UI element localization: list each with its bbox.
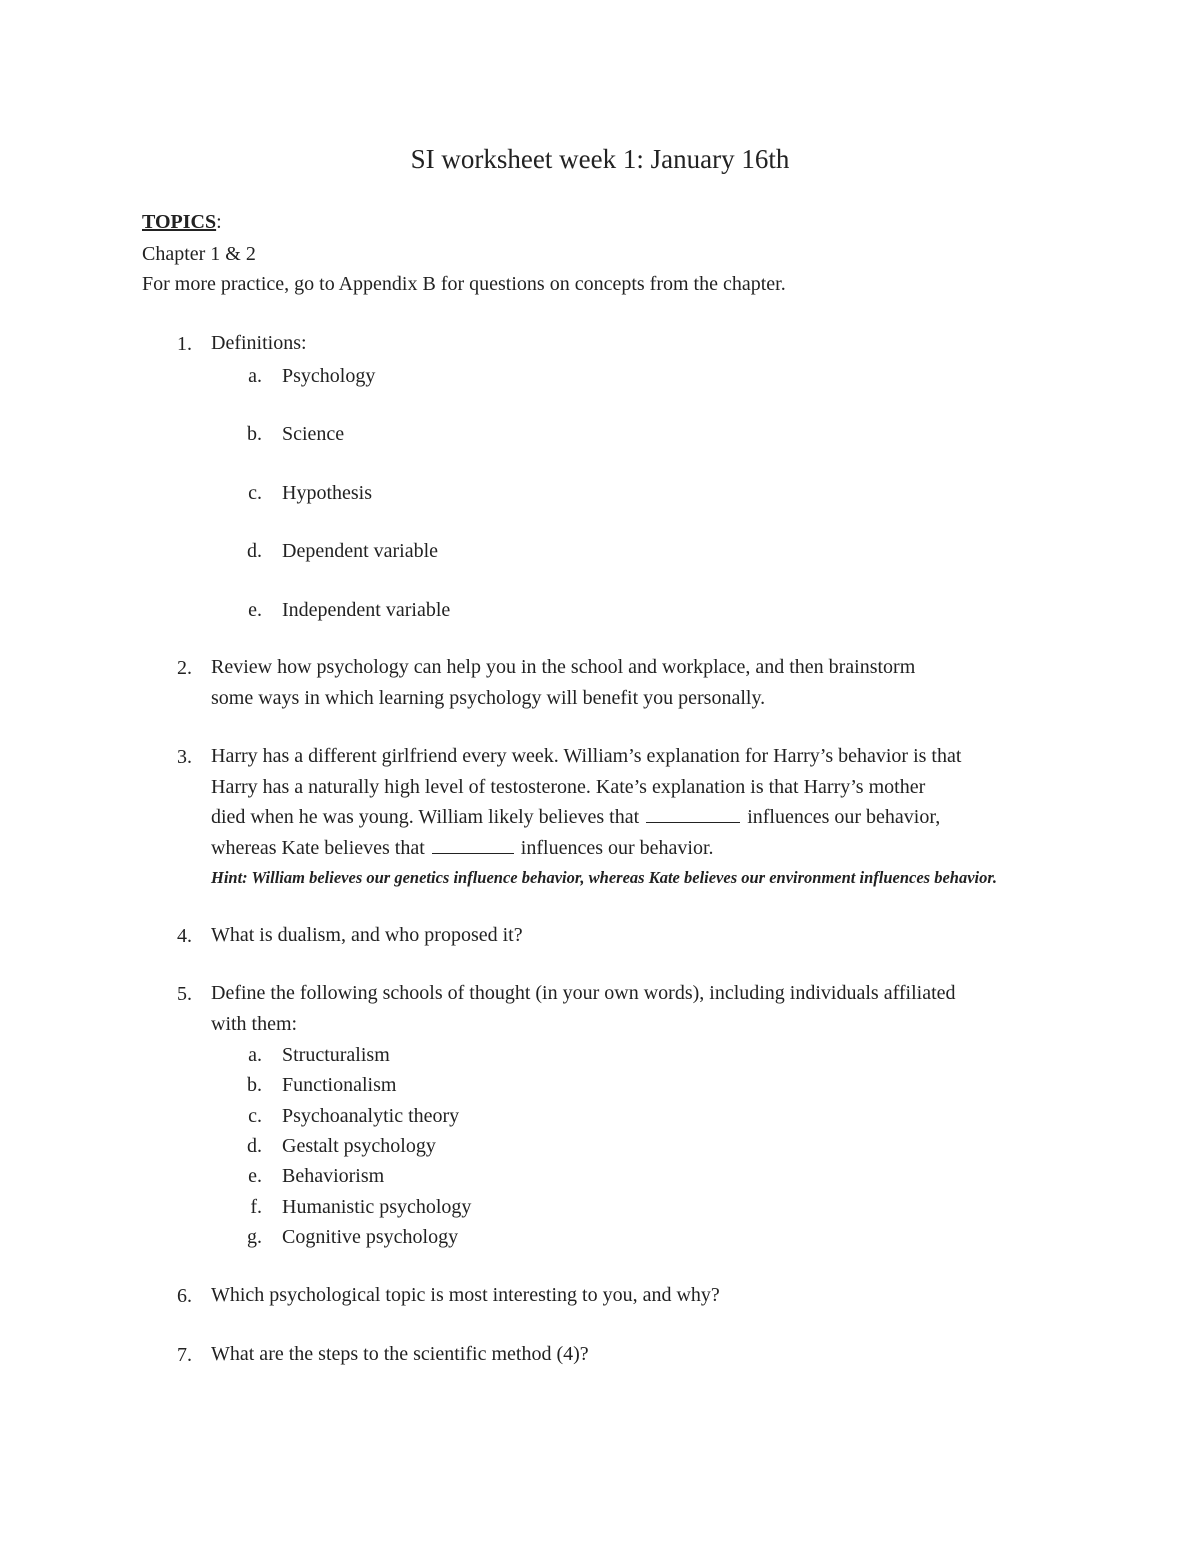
answer-blank[interactable]	[646, 802, 740, 823]
question-text	[211, 978, 956, 1039]
question-line-part: influences our behavior,	[747, 806, 941, 828]
list-item-letter: a.	[248, 365, 262, 387]
question-line: Review how psychology can help you in the school and workplace, and then brainstorm	[211, 656, 916, 678]
question-number: 3.	[177, 746, 192, 768]
list-item: Functionalism	[282, 1074, 397, 1096]
question-line: some ways in which learning psychology will benefit you personally.	[211, 686, 766, 709]
list-item: Behaviorism	[282, 1165, 385, 1187]
question-line	[211, 833, 961, 864]
topics-heading	[142, 208, 222, 236]
page-title: SI worksheet week 1: January 16th	[410, 144, 790, 174]
list-item: Psychology	[282, 365, 376, 387]
topics-colon: :	[216, 211, 222, 233]
practice-line: For more practice, go to Appendix B for questions on concepts from the chapter.	[142, 273, 786, 295]
list-item: Cognitive psychology	[282, 1226, 459, 1248]
question-number: 6.	[177, 1285, 192, 1307]
question-number: 1.	[177, 333, 192, 355]
list-item-letter: e.	[248, 1165, 262, 1187]
hint-text: Hint: William believes our genetics influence behavior, whereas Kate believes our environment influences behavior.	[211, 868, 998, 887]
chapter-line: Chapter 1 & 2	[142, 243, 256, 265]
list-item-letter: d.	[247, 540, 262, 562]
topics-label: TOPICS	[142, 211, 217, 233]
question-number: 4.	[177, 925, 192, 947]
list-item-letter: c.	[248, 1105, 262, 1127]
question-line-part: died when he was young. William likely believes that	[211, 806, 640, 828]
question-number: 7.	[177, 1344, 192, 1366]
list-item-letter: a.	[248, 1044, 262, 1066]
question-text: What is dualism, and who proposed it?	[211, 924, 523, 946]
list-item: Structuralism	[282, 1044, 390, 1066]
question-line	[211, 802, 961, 833]
question-line-part: influences our behavior.	[520, 836, 714, 859]
answer-blank[interactable]	[432, 833, 514, 854]
list-item: Humanistic psychology	[282, 1196, 472, 1218]
list-item: Independent variable	[282, 599, 451, 621]
question-line-part: whereas Kate believes that	[211, 836, 425, 859]
list-item-letter: c.	[248, 482, 262, 504]
list-item: Dependent variable	[282, 540, 439, 562]
list-item: Psychoanalytic theory	[282, 1105, 460, 1127]
question-text: What are the steps to the scientific method (4)?	[211, 1343, 589, 1365]
question-line: Harry has a naturally high level of testosterone. Kate’s explanation is that Harry’s mother	[211, 775, 926, 798]
question-text	[211, 741, 961, 863]
question-text: Definitions:	[211, 332, 307, 354]
list-item-letter: d.	[247, 1135, 262, 1157]
question-text: Which psychological topic is most interesting to you, and why?	[211, 1284, 720, 1306]
list-item-letter: f.	[250, 1196, 262, 1218]
list-item-letter: e.	[248, 599, 262, 621]
question-number: 5.	[177, 983, 192, 1005]
question-text	[211, 652, 915, 713]
list-item-letter: b.	[247, 423, 262, 445]
question-line: with them:	[211, 1012, 298, 1035]
list-item: Gestalt psychology	[282, 1135, 436, 1157]
list-item-letter: b.	[247, 1074, 262, 1096]
list-item: Science	[282, 423, 345, 445]
question-number: 2.	[177, 657, 192, 679]
question-line: Define the following schools of thought (in your own words), including individuals affiliated	[211, 982, 956, 1004]
list-item: Hypothesis	[282, 482, 372, 504]
list-item-letter: g.	[247, 1226, 262, 1248]
question-line: Harry has a different girlfriend every week. William’s explanation for Harry’s behavior is that	[211, 745, 962, 767]
